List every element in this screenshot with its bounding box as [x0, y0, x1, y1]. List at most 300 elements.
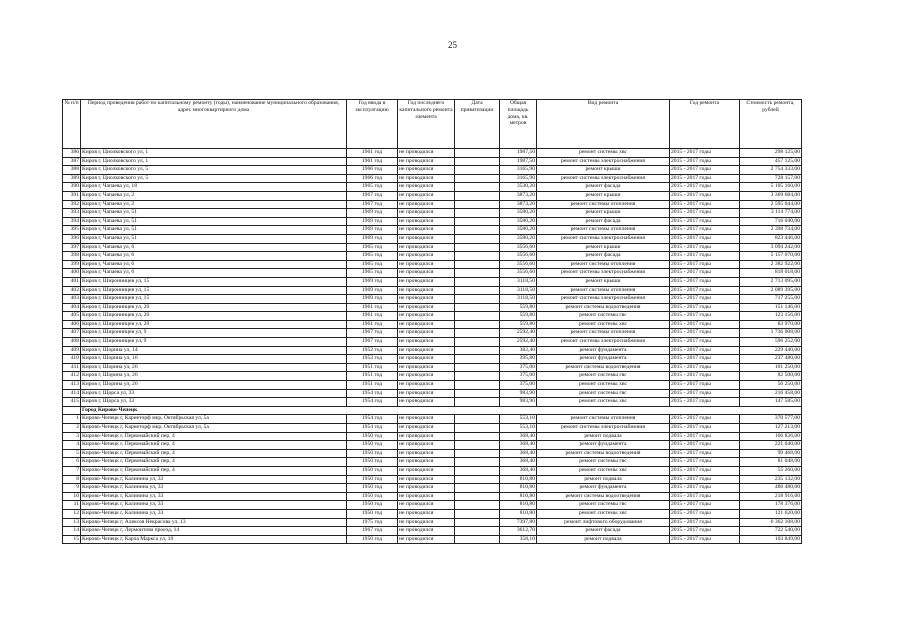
- cell-cost: 81 048,00: [740, 458, 802, 467]
- cell-privatization: [455, 234, 500, 243]
- header-area: Общая площадь дома, кв. метров: [500, 100, 537, 149]
- cell-cost: 728 157,00: [740, 174, 802, 183]
- cell-year-built: 1950 год: [347, 458, 398, 467]
- table-row: [63, 449, 802, 458]
- cell-area: 3118,50: [500, 286, 537, 295]
- cell-repair-year: 2015 - 2017 годы: [670, 415, 740, 424]
- table-row: [63, 346, 802, 355]
- cell-privatization: [455, 295, 500, 304]
- cell-privatization: [455, 398, 500, 407]
- cell-repair-year: 2015 - 2017 годы: [670, 449, 740, 458]
- cell-year-built: 1950 год: [347, 449, 398, 458]
- cell-repair-year: 2015 - 2017 годы: [670, 234, 740, 243]
- cell-num: 10: [63, 492, 81, 501]
- cell-privatization: [455, 509, 500, 518]
- cell-last-repair: не проводился: [398, 527, 455, 536]
- table-row: [63, 389, 802, 398]
- cell-last-repair: не проводился: [398, 226, 455, 235]
- cell-num: 388: [63, 166, 81, 175]
- cell-num: 8: [63, 475, 81, 484]
- cell-address: Киров г, Шорина ул, 26: [81, 381, 347, 390]
- cell-address: Киров г, Циолковского ул, 1: [81, 149, 347, 158]
- table-row: [63, 174, 802, 183]
- cell-area: 2592,40: [500, 329, 537, 338]
- cell-area: 3556,60: [500, 269, 537, 278]
- cell-address: Кирово-Чепецк г, Калинина ул, 33: [81, 501, 347, 510]
- table-row: [63, 535, 802, 544]
- cell-year-built: 1969 год: [347, 217, 398, 226]
- cell-area: 375,00: [500, 372, 537, 381]
- cell-repair-year: 2015 - 2017 годы: [670, 269, 740, 278]
- cell-privatization: [455, 191, 500, 200]
- cell-num: 387: [63, 157, 81, 166]
- cell-area: 810,80: [500, 509, 537, 518]
- cell-address: Киров г, Шорина ул, 14: [81, 346, 347, 355]
- cell-num: 2: [63, 424, 81, 433]
- cell-repair-year: 2015 - 2017 годы: [670, 355, 740, 364]
- cell-cost: 722 540,00: [740, 527, 802, 536]
- cell-num: 15: [63, 535, 81, 544]
- cell-cost: 596 252,00: [740, 338, 802, 347]
- cell-last-repair: не проводился: [398, 355, 455, 364]
- cell-repair-year: 2015 - 2017 годы: [670, 372, 740, 381]
- cell-area: 983,90: [500, 398, 537, 407]
- header-cost: Стоимость ремонта, рублей: [740, 100, 802, 149]
- cell-num: 408: [63, 338, 81, 347]
- cell-repair-type: ремонт системы отопления: [537, 286, 670, 295]
- cell-privatization: [455, 424, 500, 433]
- cell-repair-year: 2015 - 2017 годы: [670, 209, 740, 218]
- cell-area: 3556,60: [500, 252, 537, 261]
- cell-repair-year: 2015 - 2017 годы: [670, 200, 740, 209]
- cell-address: Киров г, Чапаева ул, 2: [81, 191, 347, 200]
- header-repair-type: Вид ремонта: [537, 100, 670, 149]
- cell-cost: 127 213,00: [740, 424, 802, 433]
- cell-area: 3556,60: [500, 260, 537, 269]
- cell-num: 403: [63, 295, 81, 304]
- table-row: [63, 200, 802, 209]
- cell-area: 810,80: [500, 475, 537, 484]
- cell-address: Киров г, Щорса ул, 33: [81, 398, 347, 407]
- cell-privatization: [455, 527, 500, 536]
- table-row: [63, 149, 802, 158]
- cell-privatization: [455, 535, 500, 544]
- cell-privatization: [455, 518, 500, 527]
- cell-area: 2592,40: [500, 338, 537, 347]
- cell-repair-year: 2015 - 2017 годы: [670, 191, 740, 200]
- cell-address: Киров г, Широнинцев ул, 9: [81, 329, 347, 338]
- cell-last-repair: не проводился: [398, 312, 455, 321]
- cell-repair-type: ремонт системы электроснабжения: [537, 338, 670, 347]
- cell-num: 396: [63, 234, 81, 243]
- cell-cost: 221 040,00: [740, 441, 802, 450]
- cell-area: 368,40: [500, 458, 537, 467]
- cell-address: Кирово-Чепецк г, Калинина ул, 33: [81, 475, 347, 484]
- cell-num: 412: [63, 372, 81, 381]
- cell-cost: 55 260,00: [740, 466, 802, 475]
- table-header-row: [63, 100, 802, 149]
- cell-address: Киров г, Шорина ул, 16: [81, 355, 347, 364]
- cell-address: Киров г, Чапаева ул, 6: [81, 243, 347, 252]
- cell-area: 3580,20: [500, 209, 537, 218]
- table-row: [63, 432, 802, 441]
- cell-last-repair: не проводился: [398, 200, 455, 209]
- cell-repair-type: ремонт системы гвс: [537, 458, 670, 467]
- cell-address: Кирово-Чепецк г, Первомайский пер, 4: [81, 466, 347, 475]
- cell-cost: 147 585,00: [740, 398, 802, 407]
- cell-cost: 370 577,00: [740, 415, 802, 424]
- cell-year-built: 1952 год: [347, 346, 398, 355]
- cell-cost: 121 620,00: [740, 509, 802, 518]
- cell-last-repair: не проводился: [398, 415, 455, 424]
- cell-repair-type: ремонт фасада: [537, 183, 670, 192]
- cell-repair-year: 2015 - 2017 годы: [670, 320, 740, 329]
- cell-area: 810,80: [500, 492, 537, 501]
- cell-year-built: 1969 год: [347, 209, 398, 218]
- cell-address: Киров г, Широнинцев ул, 20: [81, 320, 347, 329]
- cell-address: Киров г, Циолковского ул, 5: [81, 174, 347, 183]
- cell-repair-year: 2015 - 2017 годы: [670, 458, 740, 467]
- page-number: 25: [448, 40, 457, 50]
- cell-year-built: 1965 год: [347, 269, 398, 278]
- table-row: [63, 252, 802, 261]
- cell-repair-type: ремонт системы гвс: [537, 312, 670, 321]
- cell-repair-year: 2015 - 2017 годы: [670, 509, 740, 518]
- cell-last-repair: не проводился: [398, 501, 455, 510]
- cell-repair-year: 2015 - 2017 годы: [670, 338, 740, 347]
- table-row: [63, 234, 802, 243]
- cell-privatization: [455, 415, 500, 424]
- table-row: [63, 458, 802, 467]
- cell-last-repair: не проводился: [398, 509, 455, 518]
- cell-num: 5: [63, 449, 81, 458]
- cell-area: 559,80: [500, 312, 537, 321]
- cell-repair-type: ремонт системы водоотведения: [537, 363, 670, 372]
- cell-last-repair: не проводился: [398, 149, 455, 158]
- cell-privatization: [455, 286, 500, 295]
- cell-last-repair: не проводился: [398, 389, 455, 398]
- cell-num: 7: [63, 466, 81, 475]
- cell-num: 393: [63, 209, 81, 218]
- cell-repair-type: ремонт фундамента: [537, 346, 670, 355]
- cell-last-repair: не проводился: [398, 157, 455, 166]
- cell-repair-year: 2015 - 2017 годы: [670, 303, 740, 312]
- header-last-repair: Год последнего капитального ремонта элемента: [398, 100, 455, 149]
- cell-cost: 123 156,00: [740, 312, 802, 321]
- cell-num: 402: [63, 286, 81, 295]
- table-row: [63, 166, 802, 175]
- cell-repair-type: ремонт системы электроснабжения: [537, 269, 670, 278]
- cell-repair-type: ремонт системы гвс: [537, 372, 670, 381]
- cell-repair-type: ремонт системы водоотведения: [537, 492, 670, 501]
- cell-repair-year: 2015 - 2017 годы: [670, 217, 740, 226]
- cell-privatization: [455, 312, 500, 321]
- cell-repair-type: ремонт крыши: [537, 166, 670, 175]
- cell-cost: 103 849,00: [740, 535, 802, 544]
- cell-cost: 457 125,00: [740, 157, 802, 166]
- table-row: [63, 381, 802, 390]
- cell-address: Киров г, Широнинцев ул, 15: [81, 295, 347, 304]
- cell-num: 390: [63, 183, 81, 192]
- cell-privatization: [455, 458, 500, 467]
- cell-privatization: [455, 449, 500, 458]
- cell-year-built: 1950 год: [347, 441, 398, 450]
- cell-area: 368,40: [500, 441, 537, 450]
- cell-address: Киров г, Чапаева ул, 6: [81, 252, 347, 261]
- cell-year-built: 1969 год: [347, 226, 398, 235]
- cell-num: 405: [63, 312, 81, 321]
- cell-repair-year: 2015 - 2017 годы: [670, 312, 740, 321]
- cell-address: Кирово-Чепецк г, Первомайский пер, 4: [81, 449, 347, 458]
- cell-address: Кирово-Чепецк г, Карнеторф мкр, Октябрьская ул, 5а: [81, 415, 347, 424]
- cell-address: Киров г, Широнинцев ул, 9: [81, 338, 347, 347]
- cell-privatization: [455, 277, 500, 286]
- cell-num: 389: [63, 174, 81, 183]
- cell-cost: 2 398 734,00: [740, 226, 802, 235]
- cell-year-built: 1950 год: [347, 509, 398, 518]
- cell-last-repair: не проводился: [398, 260, 455, 269]
- cell-area: 7397,80: [500, 518, 537, 527]
- cell-year-built: 1969 год: [347, 234, 398, 243]
- table-row: [63, 226, 802, 235]
- cell-privatization: [455, 501, 500, 510]
- city-header: Город Кирово-Чепецк: [81, 406, 802, 415]
- table-row: [63, 527, 802, 536]
- cell-num: 414: [63, 389, 81, 398]
- cell-cost: 2 089 395,00: [740, 286, 802, 295]
- header-repair-year: Год ремонта: [670, 100, 740, 149]
- cell-privatization: [455, 303, 500, 312]
- cell-area: 3118,50: [500, 277, 537, 286]
- cell-year-built: 1966 год: [347, 174, 398, 183]
- cell-repair-type: ремонт системы хвс: [537, 149, 670, 158]
- cell-cost: 3 094 242,00: [740, 243, 802, 252]
- cell-privatization: [455, 475, 500, 484]
- cell-num: 415: [63, 398, 81, 407]
- cell-privatization: [455, 200, 500, 209]
- cell-last-repair: не проводился: [398, 277, 455, 286]
- cell-address: Киров г, Щорса ул, 33: [81, 389, 347, 398]
- table-row: [63, 183, 802, 192]
- cell-year-built: 1950 год: [347, 535, 398, 544]
- cell-cost: 151 146,00: [740, 303, 802, 312]
- cell-privatization: [455, 157, 500, 166]
- cell-year-built: 1950 год: [347, 484, 398, 493]
- cell-cost: 5 105 160,00: [740, 183, 802, 192]
- cell-area: 368,40: [500, 432, 537, 441]
- cell-repair-type: ремонт крыши: [537, 277, 670, 286]
- cell-last-repair: не проводился: [398, 329, 455, 338]
- cell-repair-type: ремонт фасада: [537, 527, 670, 536]
- cell-last-repair: не проводился: [398, 475, 455, 484]
- cell-repair-year: 2015 - 2017 годы: [670, 441, 740, 450]
- cell-repair-type: ремонт подвала: [537, 475, 670, 484]
- cell-year-built: 1967 год: [347, 329, 398, 338]
- cell-year-built: 1965 год: [347, 183, 398, 192]
- table-row: [63, 441, 802, 450]
- cell-last-repair: не проводился: [398, 535, 455, 544]
- table-row: [63, 484, 802, 493]
- cell-area: 358,10: [500, 535, 537, 544]
- cell-last-repair: не проводился: [398, 346, 455, 355]
- cell-area: 553,10: [500, 415, 537, 424]
- cell-last-repair: не проводился: [398, 466, 455, 475]
- cell-area: 3612,70: [500, 527, 537, 536]
- cell-last-repair: не проводился: [398, 303, 455, 312]
- cell-repair-year: 2015 - 2017 годы: [670, 243, 740, 252]
- cell-last-repair: не проводился: [398, 458, 455, 467]
- cell-cost: 229 440,00: [740, 346, 802, 355]
- cell-repair-year: 2015 - 2017 годы: [670, 166, 740, 175]
- header-num: № п/п: [63, 100, 81, 149]
- header-privatization: Дата приватизации: [455, 100, 500, 149]
- cell-num: 13: [63, 518, 81, 527]
- cell-privatization: [455, 389, 500, 398]
- cell-last-repair: не проводился: [398, 209, 455, 218]
- table-row: [63, 492, 802, 501]
- cell-repair-year: 2015 - 2017 годы: [670, 277, 740, 286]
- cell-repair-type: ремонт системы гвс: [537, 501, 670, 510]
- cell-repair-year: 2015 - 2017 годы: [670, 149, 740, 158]
- cell-area: 3580,20: [500, 234, 537, 243]
- cell-repair-year: 2015 - 2017 годы: [670, 174, 740, 183]
- cell-cost: 3 369 684,00: [740, 191, 802, 200]
- cell-repair-type: ремонт системы отопления: [537, 260, 670, 269]
- cell-last-repair: не проводился: [398, 363, 455, 372]
- cell-repair-type: ремонт системы электроснабжения: [537, 174, 670, 183]
- cell-cost: 1 736 908,00: [740, 329, 802, 338]
- cell-repair-type: ремонт фундамента: [537, 441, 670, 450]
- cell-privatization: [455, 346, 500, 355]
- cell-area: 3165,90: [500, 174, 537, 183]
- cell-last-repair: не проводился: [398, 372, 455, 381]
- cell-num: 394: [63, 217, 81, 226]
- cell-repair-type: ремонт фундамента: [537, 484, 670, 493]
- cell-area: 983,90: [500, 389, 537, 398]
- cell-cost: 82 500,00: [740, 372, 802, 381]
- cell-repair-type: ремонт системы электроснабжения: [537, 295, 670, 304]
- cell-address: Кирово-Чепецк г, Карла Маркса ул, 10: [81, 535, 347, 544]
- cell-cost: 717 255,00: [740, 295, 802, 304]
- table-row: [63, 501, 802, 510]
- cell-year-built: 1953 год: [347, 355, 398, 364]
- cell-num: 400: [63, 269, 81, 278]
- cell-repair-year: 2015 - 2017 годы: [670, 286, 740, 295]
- cell-cost: 823 446,00: [740, 234, 802, 243]
- cell-cost: 2 754 333,00: [740, 166, 802, 175]
- cell-year-built: 1967 год: [347, 338, 398, 347]
- cell-num: 406: [63, 320, 81, 329]
- cell-privatization: [455, 355, 500, 364]
- cell-repair-type: ремонт системы отопления: [537, 200, 670, 209]
- cell-area: 395,80: [500, 355, 537, 364]
- cell-year-built: 1950 год: [347, 432, 398, 441]
- table-row: [63, 466, 802, 475]
- cell-area: 3556,60: [500, 243, 537, 252]
- cell-repair-type: ремонт системы хвс: [537, 320, 670, 329]
- cell-last-repair: не проводился: [398, 441, 455, 450]
- cell-year-built: 1961 год: [347, 149, 398, 158]
- cell-area: 1987,50: [500, 157, 537, 166]
- cell-year-built: 1967 год: [347, 527, 398, 536]
- cell-area: 3873,20: [500, 191, 537, 200]
- table-row: [63, 269, 802, 278]
- cell-year-built: 1951 год: [347, 372, 398, 381]
- table-row: [63, 312, 802, 321]
- cell-area: 3580,20: [500, 217, 537, 226]
- cell-privatization: [455, 269, 500, 278]
- cell-year-built: 1954 год: [347, 398, 398, 407]
- cell-privatization: [455, 381, 500, 390]
- cell-year-built: 1950 год: [347, 475, 398, 484]
- cell-repair-type: ремонт системы электроснабжения: [537, 234, 670, 243]
- cell-year-built: 1965 год: [347, 260, 398, 269]
- cell-address: Киров г, Чапаева ул, 51: [81, 226, 347, 235]
- cell-area: 559,80: [500, 303, 537, 312]
- table-row: [63, 424, 802, 433]
- header-address: Период проведения работ по капитальному ремонту (годы), наименование муниципального образования, адрес многоквартирного дома: [81, 100, 347, 149]
- cell-cost: 216 458,00: [740, 389, 802, 398]
- table-row: [63, 217, 802, 226]
- cell-num: 395: [63, 226, 81, 235]
- table-row: [63, 398, 802, 407]
- cell-privatization: [455, 466, 500, 475]
- cell-repair-type: ремонт системы отопления: [537, 226, 670, 235]
- cell-repair-year: 2015 - 2017 годы: [670, 475, 740, 484]
- table-row: [63, 157, 802, 166]
- cell-address: Киров г, Чапаева ул, 6: [81, 269, 347, 278]
- cell-repair-year: 2015 - 2017 годы: [670, 398, 740, 407]
- cell-num: 14: [63, 527, 81, 536]
- table-row: [63, 191, 802, 200]
- cell-repair-year: 2015 - 2017 годы: [670, 492, 740, 501]
- cell-year-built: 1951 год: [347, 363, 398, 372]
- cell-repair-year: 2015 - 2017 годы: [670, 329, 740, 338]
- cell-last-repair: не проводился: [398, 518, 455, 527]
- cell-year-built: 1961 год: [347, 157, 398, 166]
- cell-area: 382,40: [500, 346, 537, 355]
- cell-area: 3118,50: [500, 295, 537, 304]
- cell-repair-type: ремонт системы электроснабжения: [537, 424, 670, 433]
- cell-year-built: 1966 год: [347, 166, 398, 175]
- cell-address: Кирово-Чепецк г, Первомайский пер, 4: [81, 441, 347, 450]
- header-year-built: Год ввода в эксплуатацию: [347, 100, 398, 149]
- cell-area: 3530,20: [500, 183, 537, 192]
- cell-privatization: [455, 441, 500, 450]
- cell-cost: 3 114 774,00: [740, 209, 802, 218]
- cell-area: 3580,20: [500, 226, 537, 235]
- cell-cost: 237 480,00: [740, 355, 802, 364]
- table-row: [63, 355, 802, 364]
- cell-last-repair: не проводился: [398, 183, 455, 192]
- cell-year-built: 1950 год: [347, 501, 398, 510]
- cell-area: 375,00: [500, 381, 537, 390]
- table-row: [63, 286, 802, 295]
- cell-repair-year: 2015 - 2017 годы: [670, 527, 740, 536]
- cell-privatization: [455, 226, 500, 235]
- cell-area: 368,40: [500, 466, 537, 475]
- city-header-row: [63, 406, 802, 415]
- cell-repair-year: 2015 - 2017 годы: [670, 363, 740, 372]
- cell-repair-type: ремонт фундамента: [537, 355, 670, 364]
- cell-repair-year: 2015 - 2017 годы: [670, 183, 740, 192]
- cell-repair-type: ремонт системы гвс: [537, 389, 670, 398]
- repair-table: [62, 99, 802, 544]
- cell-repair-year: 2015 - 2017 годы: [670, 226, 740, 235]
- cell-repair-year: 2015 - 2017 годы: [670, 484, 740, 493]
- cell-repair-type: ремонт крыши: [537, 209, 670, 218]
- cell-year-built: 1951 год: [347, 381, 398, 390]
